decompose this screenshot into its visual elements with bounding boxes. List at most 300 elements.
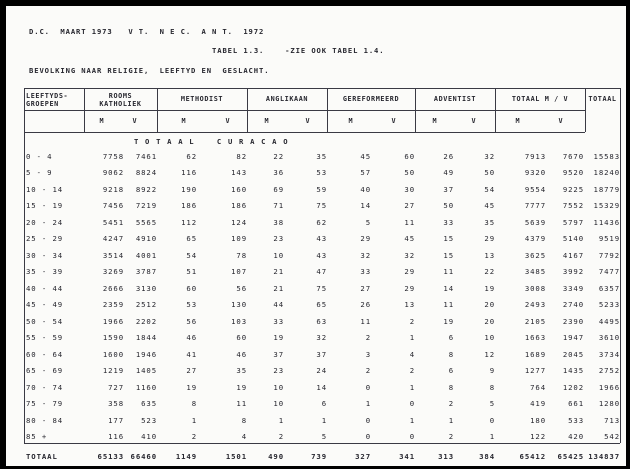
value-cell: 11 (404, 217, 415, 227)
subheader-m: M (515, 117, 521, 125)
value-cell: 12 (484, 349, 495, 359)
value-cell: 2 (409, 316, 415, 326)
value-cell: 420 (568, 432, 584, 442)
value-cell: 71 (273, 201, 284, 211)
value-cell: 116 (108, 432, 124, 442)
value-cell: 1947 (562, 333, 584, 343)
value-cell: 33 (443, 217, 454, 227)
value-cell: 69 (273, 184, 284, 194)
value-cell: 65 (316, 300, 327, 310)
value-cell: 60 (404, 151, 415, 161)
value-cell: 41 (186, 349, 197, 359)
value-cell: 635 (141, 399, 157, 409)
value-cell: 62 (186, 151, 197, 161)
table-row (24, 429, 620, 446)
value-cell: 7670 (562, 151, 584, 161)
value-cell: 21 (273, 283, 284, 293)
value-cell: 9520 (562, 168, 584, 178)
value-cell: 19 (186, 382, 197, 392)
value-cell: 18240 (593, 168, 620, 178)
value-cell: 186 (181, 201, 197, 211)
value-cell: 112 (181, 217, 197, 227)
value-cell: 50 (404, 168, 415, 178)
value-cell: 1590 (102, 333, 124, 343)
value-cell: 1663 (524, 333, 546, 343)
value-cell: 49 (443, 168, 454, 178)
value-cell: 56 (186, 316, 197, 326)
subheader-v: V (391, 117, 397, 125)
age-group-cell: 10 - 14 (26, 184, 64, 194)
value-cell: 20 (484, 316, 495, 326)
value-cell: 78 (236, 250, 247, 260)
value-cell: 0 (409, 399, 415, 409)
section-label: T O T A A L C U R A C A O (134, 137, 289, 146)
value-cell: 419 (530, 399, 546, 409)
value-cell: 9519 (598, 234, 620, 244)
value-cell: 75 (316, 283, 327, 293)
value-cell: 24 (316, 366, 327, 376)
value-cell: 2 (191, 432, 197, 442)
value-cell: 6 (321, 399, 327, 409)
value-cell: 18779 (593, 184, 620, 194)
value-cell: 11 (443, 267, 454, 277)
value-cell: 1946 (135, 349, 157, 359)
table-row (24, 214, 620, 231)
value-cell: 37 (443, 184, 454, 194)
value-cell: 0 (409, 432, 415, 442)
value-cell: 4001 (135, 250, 157, 260)
value-cell: 43 (316, 250, 327, 260)
subheader-v: V (558, 117, 564, 125)
value-cell: 3610 (598, 333, 620, 343)
age-group-cell: 85 + (26, 432, 48, 442)
value-cell: 44 (273, 300, 284, 310)
age-group-cell: 35 - 39 (26, 267, 64, 277)
value-cell: 53 (186, 300, 197, 310)
value-cell: 6 (448, 333, 454, 343)
value-cell: 45 (404, 234, 415, 244)
totals-row (24, 445, 620, 467)
value-cell: 15329 (593, 201, 620, 211)
value-cell: 1 (191, 415, 197, 425)
value-cell: 65425 (557, 451, 584, 461)
value-cell: 1 (448, 415, 454, 425)
header-totaal: TOTAAL (588, 95, 617, 103)
value-cell: 9062 (102, 168, 124, 178)
value-cell: 7777 (524, 201, 546, 211)
header-gereformeerd: GEREFORMEERD (342, 95, 400, 103)
value-cell: 3349 (562, 283, 584, 293)
age-group-cell: 30 - 34 (26, 250, 64, 260)
value-cell: 11 (236, 399, 247, 409)
value-cell: 1 (409, 415, 415, 425)
value-cell: 5140 (562, 234, 584, 244)
value-cell: 29 (360, 234, 371, 244)
rule-v (620, 88, 621, 443)
value-cell: 0 (365, 382, 371, 392)
value-cell: 13 (484, 250, 495, 260)
value-cell: 5639 (524, 217, 546, 227)
value-cell: 3269 (102, 267, 124, 277)
value-cell: 727 (108, 382, 124, 392)
value-cell: 186 (231, 201, 247, 211)
value-cell: 130 (231, 300, 247, 310)
value-cell: 11 (360, 316, 371, 326)
value-cell: 56 (236, 283, 247, 293)
value-cell: 5565 (135, 217, 157, 227)
age-group-cell: 40 - 44 (26, 283, 64, 293)
value-cell: 8 (489, 382, 495, 392)
value-cell: 764 (530, 382, 546, 392)
value-cell: 3008 (524, 283, 546, 293)
value-cell: 8 (448, 382, 454, 392)
value-cell: 2 (448, 432, 454, 442)
table-row (24, 379, 620, 396)
value-cell: 29 (404, 267, 415, 277)
value-cell: 29 (484, 234, 495, 244)
population-table (24, 148, 620, 467)
value-cell: 490 (268, 451, 284, 461)
value-cell: 19 (443, 316, 454, 326)
faint-stamp (134, 392, 224, 404)
value-cell: 2740 (562, 300, 584, 310)
value-cell: 2493 (524, 300, 546, 310)
subheader-v: V (305, 117, 311, 125)
header-methodist: METHODIST (180, 95, 224, 103)
value-cell: 19 (236, 382, 247, 392)
age-group-cell: 80 - 84 (26, 415, 64, 425)
table-row (24, 396, 620, 413)
value-cell: 1405 (135, 366, 157, 376)
value-cell: 8824 (135, 168, 157, 178)
value-cell: 37 (316, 349, 327, 359)
subheader-m: M (181, 117, 187, 125)
age-group-cell: 70 - 74 (26, 382, 64, 392)
value-cell: 4495 (598, 316, 620, 326)
value-cell: 65 (186, 234, 197, 244)
value-cell: 35 (236, 366, 247, 376)
value-cell: 60 (236, 333, 247, 343)
value-cell: 177 (108, 415, 124, 425)
value-cell: 4 (241, 432, 247, 442)
value-cell: 143 (231, 168, 247, 178)
value-cell: 1 (365, 399, 371, 409)
subheader-m: M (432, 117, 438, 125)
value-cell: 2 (409, 366, 415, 376)
value-cell: 50 (484, 168, 495, 178)
value-cell: 8 (241, 415, 247, 425)
age-group-cell: 0 - 4 (26, 151, 53, 161)
value-cell: 190 (181, 184, 197, 194)
value-cell: 7758 (102, 151, 124, 161)
value-cell: 13 (404, 300, 415, 310)
header-totaal-mv: TOTAAL M / V (511, 95, 569, 103)
value-cell: 410 (141, 432, 157, 442)
rule-subheader (24, 132, 585, 133)
value-cell: 542 (604, 432, 620, 442)
value-cell: 3514 (102, 250, 124, 260)
value-cell: 134837 (588, 451, 620, 461)
value-cell: 103 (231, 316, 247, 326)
value-cell: 1844 (135, 333, 157, 343)
age-group-cell: 25 - 29 (26, 234, 64, 244)
value-cell: 22 (273, 151, 284, 161)
value-cell: 1149 (175, 451, 197, 461)
value-cell: 27 (186, 366, 197, 376)
value-cell: 5451 (102, 217, 124, 227)
table-row (24, 181, 620, 198)
age-group-cell: 75 - 79 (26, 399, 64, 409)
value-cell: 14 (316, 382, 327, 392)
value-cell: 32 (360, 250, 371, 260)
value-cell: 2045 (562, 349, 584, 359)
value-cell: 8 (191, 399, 197, 409)
value-cell: 20 (484, 300, 495, 310)
value-cell: 29 (404, 283, 415, 293)
value-cell: 32 (404, 250, 415, 260)
value-cell: 1966 (598, 382, 620, 392)
value-cell: 1435 (562, 366, 584, 376)
value-cell: 661 (568, 399, 584, 409)
value-cell: 65133 (97, 451, 124, 461)
value-cell: 63 (316, 316, 327, 326)
table-row (24, 412, 620, 429)
value-cell: 739 (311, 451, 327, 461)
subheader-m: M (348, 117, 354, 125)
value-cell: 5 (489, 399, 495, 409)
table-body (24, 148, 620, 467)
table-row (24, 198, 620, 215)
value-cell: 4379 (524, 234, 546, 244)
value-cell: 45 (360, 151, 371, 161)
value-cell: 15 (443, 250, 454, 260)
table-row (24, 346, 620, 363)
value-cell: 62 (316, 217, 327, 227)
value-cell: 57 (360, 168, 371, 178)
value-cell: 23 (273, 234, 284, 244)
value-cell: 35 (316, 151, 327, 161)
value-cell: 10 (273, 250, 284, 260)
report-page (6, 6, 626, 466)
value-cell: 19 (484, 283, 495, 293)
value-cell: 1501 (225, 451, 247, 461)
value-cell: 4167 (562, 250, 584, 260)
value-cell: 533 (568, 415, 584, 425)
value-cell: 3787 (135, 267, 157, 277)
value-cell: 7552 (562, 201, 584, 211)
age-group-header: LEEFTYDS- GROEPEN (26, 92, 69, 108)
table-title: BEVOLKING NAAR RELIGIE, LEEFTYD EN GESLACHT. (29, 66, 270, 75)
value-cell: 3625 (524, 250, 546, 260)
value-cell: 2512 (135, 300, 157, 310)
value-cell: 5233 (598, 300, 620, 310)
value-cell: 5 (365, 217, 371, 227)
value-cell: 107 (231, 267, 247, 277)
value-cell: 9218 (102, 184, 124, 194)
value-cell: 35 (484, 217, 495, 227)
age-group-cell: 50 - 54 (26, 316, 64, 326)
value-cell: 10 (273, 399, 284, 409)
value-cell: 45 (484, 201, 495, 211)
value-cell: 2 (448, 399, 454, 409)
table-row (24, 148, 620, 165)
value-cell: 51 (186, 267, 197, 277)
value-cell: 327 (355, 451, 371, 461)
value-cell: 3485 (524, 267, 546, 277)
value-cell: 1 (321, 415, 327, 425)
age-group-cell: 5 - 9 (26, 168, 53, 178)
value-cell: 11436 (593, 217, 620, 227)
age-group-cell: 65 - 69 (26, 366, 64, 376)
value-cell: 11 (443, 300, 454, 310)
value-cell: 1202 (562, 382, 584, 392)
value-cell: 10 (484, 333, 495, 343)
value-cell: 15 (443, 234, 454, 244)
table-row (24, 330, 620, 347)
value-cell: 26 (360, 300, 371, 310)
value-cell: 19 (273, 333, 284, 343)
value-cell: 32 (316, 333, 327, 343)
value-cell: 23 (273, 366, 284, 376)
value-cell: 9320 (524, 168, 546, 178)
value-cell: 713 (604, 415, 620, 425)
value-cell: 122 (530, 432, 546, 442)
value-cell: 15583 (593, 151, 620, 161)
value-cell: 3734 (598, 349, 620, 359)
header-anglikaan: ANGLIKAAN (265, 95, 309, 103)
value-cell: 33 (273, 316, 284, 326)
value-cell: 40 (360, 184, 371, 194)
subheader-v: V (132, 117, 138, 125)
subheader-m: M (99, 117, 105, 125)
value-cell: 124 (231, 217, 247, 227)
value-cell: 1 (278, 415, 284, 425)
value-cell: 9 (489, 366, 495, 376)
value-cell: 3130 (135, 283, 157, 293)
value-cell: 66460 (130, 451, 157, 461)
value-cell: 43 (316, 234, 327, 244)
value-cell: 1160 (135, 382, 157, 392)
value-cell: 9225 (562, 184, 584, 194)
age-group-cell: 55 - 59 (26, 333, 64, 343)
value-cell: 4910 (135, 234, 157, 244)
value-cell: 2666 (102, 283, 124, 293)
value-cell: 2 (365, 366, 371, 376)
value-cell: 5 (321, 432, 327, 442)
table-row (24, 247, 620, 264)
value-cell: 384 (479, 451, 495, 461)
value-cell: 1277 (524, 366, 546, 376)
value-cell: 54 (484, 184, 495, 194)
value-cell: 160 (231, 184, 247, 194)
table-row (24, 231, 620, 248)
value-cell: 4 (409, 349, 415, 359)
rule-groups (24, 110, 585, 111)
age-group-cell: 20 - 24 (26, 217, 64, 227)
value-cell: 54 (186, 250, 197, 260)
value-cell: 22 (484, 267, 495, 277)
value-cell: 7913 (524, 151, 546, 161)
value-cell: 0 (365, 432, 371, 442)
value-cell: 1219 (102, 366, 124, 376)
value-cell: 0 (365, 415, 371, 425)
value-cell: 1 (409, 382, 415, 392)
value-cell: 7792 (598, 250, 620, 260)
value-cell: 30 (404, 184, 415, 194)
value-cell: 1689 (524, 349, 546, 359)
value-cell: 0 (489, 415, 495, 425)
value-cell: 109 (231, 234, 247, 244)
value-cell: 38 (273, 217, 284, 227)
value-cell: 53 (316, 168, 327, 178)
value-cell: 180 (530, 415, 546, 425)
table-row (24, 165, 620, 182)
header-rooms-katholiek: ROOMS KATHOLIEK (99, 92, 142, 108)
value-cell: 36 (273, 168, 284, 178)
value-cell: 6 (448, 366, 454, 376)
value-cell: 1 (409, 333, 415, 343)
subheader-v: V (471, 117, 477, 125)
value-cell: 65412 (519, 451, 546, 461)
value-cell: 1600 (102, 349, 124, 359)
value-cell: 32 (484, 151, 495, 161)
value-cell: 2 (365, 333, 371, 343)
value-cell: 2105 (524, 316, 546, 326)
value-cell: 116 (181, 168, 197, 178)
value-cell: 26 (443, 151, 454, 161)
value-cell: 523 (141, 415, 157, 425)
value-cell: 1280 (598, 399, 620, 409)
value-cell: 82 (236, 151, 247, 161)
value-cell: 3992 (562, 267, 584, 277)
age-group-cell: 60 - 64 (26, 349, 64, 359)
value-cell: 1966 (102, 316, 124, 326)
value-cell: 10 (273, 382, 284, 392)
header-adventist: ADVENTIST (433, 95, 477, 103)
value-cell: 21 (273, 267, 284, 277)
subheader-v: V (225, 117, 231, 125)
value-cell: 7219 (135, 201, 157, 211)
value-cell: 60 (186, 283, 197, 293)
value-cell: 358 (108, 399, 124, 409)
value-cell: 27 (360, 283, 371, 293)
value-cell: 8922 (135, 184, 157, 194)
value-cell: 14 (443, 283, 454, 293)
value-cell: 5797 (562, 217, 584, 227)
value-cell: 3 (365, 349, 371, 359)
report-header-line: D.C. MAART 1973 V T. N E C. A N T. 1972 (29, 27, 265, 36)
value-cell: 46 (236, 349, 247, 359)
rule-top (24, 88, 620, 89)
value-cell: 4247 (102, 234, 124, 244)
value-cell: 1 (489, 432, 495, 442)
value-cell: 75 (316, 201, 327, 211)
value-cell: 313 (438, 451, 454, 461)
table-row (24, 264, 620, 281)
value-cell: 9554 (524, 184, 546, 194)
value-cell: 37 (273, 349, 284, 359)
subheader-m: M (264, 117, 270, 125)
value-cell: 2390 (562, 316, 584, 326)
age-group-cell: 45 - 49 (26, 300, 64, 310)
value-cell: 27 (404, 201, 415, 211)
value-cell: 59 (316, 184, 327, 194)
value-cell: 46 (186, 333, 197, 343)
value-cell: 7477 (598, 267, 620, 277)
value-cell: 2 (278, 432, 284, 442)
age-group-cell: TOTAAL (26, 451, 58, 461)
value-cell: 2202 (135, 316, 157, 326)
